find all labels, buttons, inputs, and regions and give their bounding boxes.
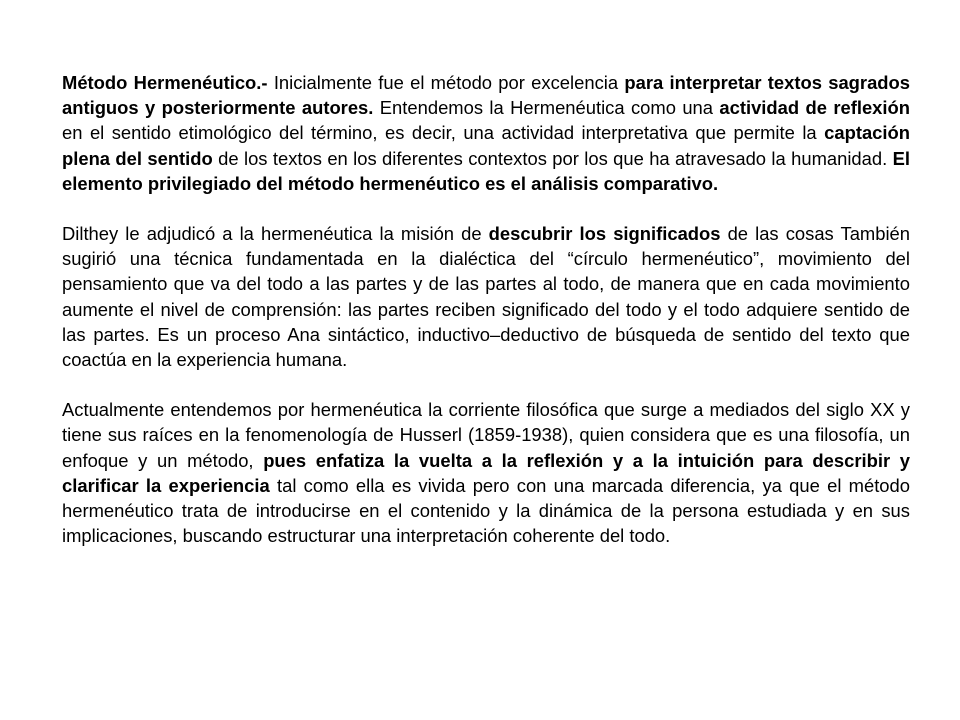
term-metodo-hermeneutico: Método Hermenéutico.- [62, 72, 268, 93]
emphasis-textos-sagrados: para interpretar textos sagrados antiguos y posteriormente autores. [62, 72, 910, 119]
emphasis-captacion-sentido: captación plena del sentido [62, 122, 910, 169]
emphasis-descubrir-significados: descubrir los significados [488, 223, 721, 245]
emphasis-analisis-comparativo: El elemento privilegiado del método hermenéutico es el análisis comparativo. [62, 147, 910, 194]
slide-text-body [62, 70, 910, 573]
text-run: Dilthey le adjudicó a la hermenéutica la misión de [62, 223, 489, 245]
paragraph-dilthey [62, 221, 910, 372]
emphasis-actividad-reflexion: actividad de reflexión [719, 97, 910, 119]
text-run: en el sentido etimológico del término, es decir, una actividad interpretativa que permite la [62, 122, 825, 144]
text-run: tal como ella es vivida pero con una marcada diferencia, ya que el método hermenéutico trata de introducirse en el contenido y la dinámica de la persona estudiada y en sus implicaciones, buscando estructurar una interpretación coherente del todo. [62, 474, 910, 547]
text-run: de los textos en los diferentes contextos por los que ha atravesado la humanidad. [212, 147, 893, 169]
paragraph-husserl [62, 397, 910, 548]
text-run: de las cosas También sugirió una técnica fundamentada en la dialéctica del “círculo hermenéutico”, movimiento del pensamiento que va del todo a las partes y de las partes al todo, de manera que en cada movimiento aumente el nivel de comprensión: las partes reciben significado del todo y el todo adquiere sentido de las partes. Es un proceso Ana sintáctico, inductivo–deductivo de búsqueda de sentido del texto que coactúa en la experiencia humana. [62, 223, 911, 371]
text-run: Inicialmente fue el método por excelencia [267, 72, 625, 93]
paragraph-metodo-hermeneutico [62, 70, 910, 196]
text-run: Entendemos la Hermenéutica como una [373, 97, 720, 119]
text-run: Actualmente entendemos por hermenéutica la corriente filosófica que surge a mediados del siglo XX y tiene sus raíces en la fenomenología de Husserl (1859-1938), quien considera que es una filosofía, un enfoque y un método, [62, 399, 910, 471]
emphasis-vuelta-reflexion: pues enfatiza la vuelta a la reflexión y a la intuición para describir y clarificar la experiencia [62, 449, 910, 496]
